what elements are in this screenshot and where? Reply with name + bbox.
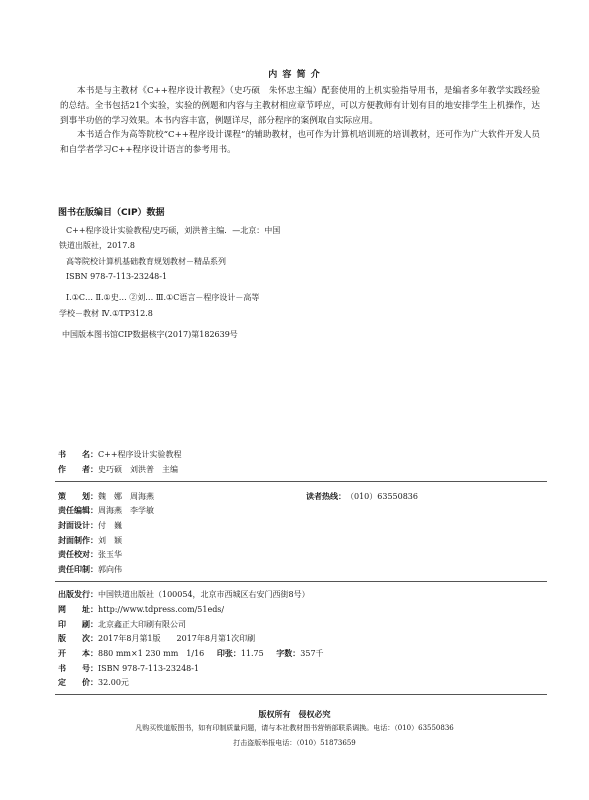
isbn-value: ISBN 978-7-113-23248-1 — [98, 664, 200, 673]
cip-heading: 图书在版编目（CIP）数据 — [58, 208, 165, 218]
printer-label: 印 刷： — [58, 620, 98, 629]
web-row — [58, 604, 224, 616]
sheets-label: 印张： — [216, 649, 241, 658]
hotline-row — [306, 491, 418, 503]
cover-make-value: 刘 颖 — [98, 536, 122, 545]
cip-line-5: Ⅰ.①C… Ⅱ.①史… ②刘… Ⅲ.①C语言－程序设计－高等 — [66, 293, 260, 302]
isbn-row — [58, 663, 199, 675]
proof-row — [58, 549, 122, 561]
cip-line-6: 学校－教材 Ⅳ.①TP312.8 — [59, 309, 153, 318]
words-value: 357千 — [300, 649, 324, 658]
intro-title: 内 容 简 介 — [268, 70, 321, 80]
cip-line-4: ISBN 978-7-113-23248-1 — [66, 272, 168, 281]
cover-make-label: 封面制作： — [58, 536, 98, 545]
cip-line-7: 中国版本图书馆CIP数据核字(2017)第182639号 — [62, 330, 238, 339]
book-title-label: 书 名： — [58, 450, 98, 459]
hotline-value: （010）63550836 — [346, 492, 418, 501]
price-row — [58, 677, 129, 689]
divider-2 — [55, 581, 547, 582]
intro-paragraph-2: 本书适合作为高等院校“C++程序设计课程”的辅助教材，也可作为计算机培训班的培训教材，还可作为广大软件开发人员和自学者学习C++程序设计语言的参考用书。 — [60, 130, 540, 155]
price-label: 定 价： — [58, 678, 98, 687]
cip-line-2: 铁道出版社，2017.8 — [59, 241, 135, 250]
quality-notice: 凡购买铁道版图书，如有印制质量问题，请与本社教材图书营销部联系调换。电话：（010）63550836 — [135, 724, 454, 732]
print-label: 责任印制： — [58, 565, 98, 574]
cover-design-row — [58, 520, 122, 532]
book-title-row — [58, 449, 182, 461]
planning-label: 策 划： — [58, 492, 98, 501]
planning-value: 魏 娜 周海燕 — [98, 492, 154, 501]
rights-notice: 版权所有 侵权必究 — [258, 710, 331, 719]
printer-value: 北京鑫正大印刷有限公司 — [98, 620, 186, 629]
editor-value: 周海燕 李学敏 — [98, 506, 154, 515]
book-title-value: C++程序设计实验教程 — [98, 450, 182, 459]
edition-label: 版 次： — [58, 634, 98, 643]
cover-design-value: 付 巍 — [98, 521, 122, 530]
book-author-value: 史巧硕 刘洪普 主编 — [98, 465, 178, 474]
book-author-label: 作 者： — [58, 465, 98, 474]
print-value: 郭向伟 — [98, 565, 122, 574]
edition-value: 2017年8月第1版 2017年8月第1次印刷 — [98, 634, 256, 643]
isbn-label: 书 号： — [58, 664, 98, 673]
sheets-value: 11.75 — [240, 649, 264, 658]
format-value: 880 mm×1 230 mm 1/16 — [98, 649, 205, 658]
web-value: http://www.tdpress.com/51eds/ — [98, 605, 225, 614]
edition-row — [58, 633, 255, 645]
cover-design-label: 封面设计： — [58, 521, 98, 530]
printer-row — [58, 619, 186, 631]
web-label: 网 址： — [58, 605, 98, 614]
piracy-hotline: 打击盗版举报电话：（010）51873659 — [233, 739, 356, 747]
publisher-row — [58, 589, 310, 601]
proof-label: 责任校对： — [58, 550, 98, 559]
print-row — [58, 564, 122, 576]
divider-3 — [55, 694, 547, 695]
cip-line-1: C++程序设计实验教程/史巧硕，刘洪普主编．—北京：中国 — [66, 226, 281, 235]
publisher-value: 中国铁道出版社（100054，北京市西城区右安门西街8号） — [98, 590, 310, 599]
book-author-row — [58, 464, 178, 476]
intro-paragraph-1: 本书是与主教材《C++程序设计教程》（史巧硕 朱怀忠主编）配套使用的上机实验指导用书，是编者多年教学实践经验的总结。全书包括21个实验，实验的例题和内容与主教材相应章节呼应，可以方便教师有计划有目的地安排学生上机操作，达到事半功倍的学习效果。本书内容丰富，例题详尽，部分程序的案例取自实际应用。 — [60, 86, 540, 126]
format-label: 开 本： — [58, 649, 98, 658]
words-label: 字数： — [276, 649, 301, 658]
publisher-label: 出版发行： — [58, 590, 98, 599]
cover-make-row — [58, 535, 122, 547]
editor-label: 责任编辑： — [58, 506, 98, 515]
cip-line-3: 高等院校计算机基础教育规划教材－精品系列 — [66, 257, 226, 266]
format-row — [58, 648, 324, 660]
price-value: 32.00元 — [98, 678, 129, 687]
hotline-label: 读者热线： — [306, 492, 346, 501]
planning-row — [58, 491, 154, 503]
proof-value: 张玉华 — [98, 550, 122, 559]
divider-1 — [55, 481, 547, 482]
editor-row — [58, 505, 154, 517]
